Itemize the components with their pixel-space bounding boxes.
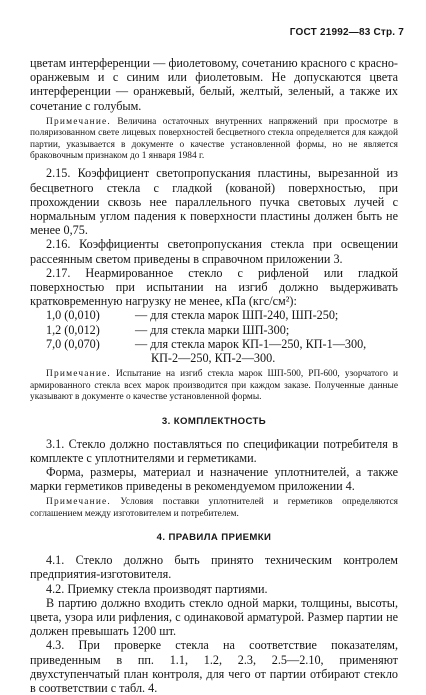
paragraph-2-15: 2.15. Коэффициент светопропускания пластины, вырезанной из бесцветного стекла с гладкой (кованой) поверхностью, при прохождении сквозь нее параллельного пучка световых лучей с нормальным углом падения к поверхности пластины должен быть не менее 0,75.: [30, 166, 398, 238]
paragraph-2-17: 2.17. Неармированное стекло с рифленой или гладкой поверхностью при испытании на изгиб должно выдерживать кратковременную нагрузку не менее, кПа (кгс/см²):: [30, 265, 398, 309]
load-value: 7,0 (0,070): [46, 336, 100, 351]
load-row-3-continuation: КП-2—250, КП-2—300.: [151, 351, 276, 366]
load-value: 1,2 (0,012): [46, 322, 100, 337]
note-bending-test: [30, 369, 398, 403]
note-delivery-conditions: [30, 497, 398, 520]
load-row-2: [30, 323, 398, 337]
note-residual-stress: [30, 117, 398, 163]
note-label: Примечание.: [46, 116, 111, 127]
paragraph-4-2: 4.2. Приемку стекла производят партиями.: [46, 581, 268, 596]
paragraph-4-3: 4.3. При проверке стекла на соответствие показателям, приведенным в пп. 1.1, 1.2, 2.3, 2.5—2.10, применяют двухступенчатый план контроля, для чего от партии отбирают стекло в соответствии с табл. 4.: [30, 638, 398, 695]
paragraph-interference: цветам интерференции — фиолетовому, сочетанию красного с красно-оранжевым и с синим или фиолетовым. Не допускаются цвета интерференции — оранжевый, белый, желтый, зеленый, а также их сочетание с голубым.: [30, 56, 398, 113]
note-text: Испытание на изгиб стекла марок ШП-500, РП-600, узорчатого и армированного стекла всех марок производится при каждом заказе. Полученные данные указывают в документе о качестве установленной формы.: [30, 369, 398, 403]
paragraph-4-1: 4.1. Стекло должно быть принято техническим контролем предприятия-изготовителя.: [30, 553, 398, 582]
paragraph-2-16: 2.16. Коэффициенты светопропускания стекла при освещении рассеянным светом приведены в справочном приложении 3.: [30, 237, 398, 266]
section-heading-4: 4. ПРАВИЛА ПРИЕМКИ: [156, 532, 272, 544]
note-label: Примечание.: [46, 369, 111, 380]
note-text: Величина остаточных внутренних напряжений при просмотре в поляризованном свете лицевых поверхностей бесцветного стекла определяется для каждой партии, указывается в документе о качестве установленной формы, но не является браковочным признаком до 1 января 1984 г.: [30, 116, 398, 162]
load-row-3: [30, 337, 398, 351]
note-text: Условия поставки уплотнителей и герметиков определяются соглашением между изготовителем и потребителем.: [30, 497, 398, 519]
note-label: Примечание.: [46, 497, 111, 508]
paragraph-3-1-b: Форма, размеры, материал и назначение уплотнителей, а также марки герметиков приведены в рекомендуемом приложении 4.: [30, 464, 398, 494]
paragraph-3-1: 3.1. Стекло должно поставляться по спецификации потребителя в комплекте с уплотнителями и герметиками.: [30, 436, 398, 465]
paragraph-4-2-b: В партию должно входить стекло одной марки, толщины, высоты, цвета, узора или рифления, с одинаковой арматурой. Размер партии не должен превышать 1200 шт.: [30, 595, 398, 639]
load-row-1: [30, 308, 398, 322]
load-description: — для стекла марки ШП-300;: [135, 322, 290, 337]
section-heading-3: 3. КОМПЛЕКТНОСТЬ: [161, 415, 267, 427]
load-description: — для стекла марок КП-1—250, КП-1—300,: [135, 336, 367, 351]
page-header: ГОСТ 21992—83 Стр. 7: [289, 27, 404, 38]
load-description: — для стекла марок ШП-240, ШП-250;: [135, 308, 339, 323]
page-body: [30, 56, 398, 695]
load-value: 1,0 (0,010): [46, 308, 100, 323]
